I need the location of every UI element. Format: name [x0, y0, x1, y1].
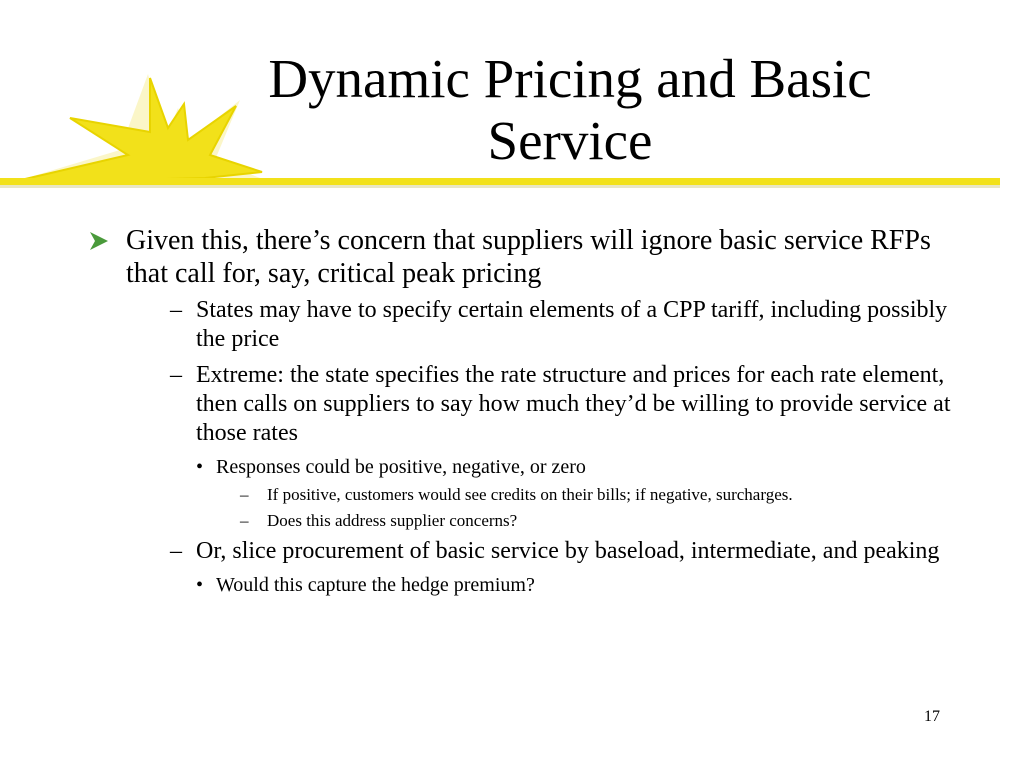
bullet-level1 [88, 224, 968, 290]
bullet-level3 [196, 573, 968, 597]
dot-marker: • [196, 456, 204, 478]
bullet-text: Responses could be positive, negative, or zero [216, 456, 586, 478]
page-number: 17 [924, 708, 940, 725]
title-underline-shadow [0, 185, 1000, 188]
bullet-text: Given this, there’s concern that suppliers will ignore basic service RFPs that call for, say, critical peak pricing [126, 225, 931, 289]
bullet-level4 [240, 511, 968, 531]
dot-marker: • [196, 574, 204, 596]
slide-title: Dynamic Pricing and Basic Service [268, 48, 872, 171]
dash-marker: – [170, 362, 182, 388]
slide-content [88, 224, 968, 603]
bullet-text: Extreme: the state specifies the rate structure and prices for each rate element, then calls on suppliers to say how much they’d be willing to provide service at those rates [196, 362, 951, 446]
bullet-level3 [196, 455, 968, 479]
bullet-level2 [170, 537, 968, 566]
arrow-bullet-icon [88, 230, 110, 252]
dash-marker: – [240, 511, 249, 530]
bullet-text: Does this address supplier concerns? [267, 511, 518, 530]
bullet-text: Would this capture the hedge premium? [216, 574, 535, 596]
bullet-text: Or, slice procurement of basic service by baseload, intermediate, and peaking [196, 538, 940, 564]
bullet-text: States may have to specify certain elements of a CPP tariff, including possibly the price [196, 297, 948, 352]
bullet-text: If positive, customers would see credits on their bills; if negative, surcharges. [267, 485, 793, 504]
dash-marker: – [240, 485, 249, 504]
dash-marker: – [170, 297, 182, 323]
bullet-level2 [170, 361, 968, 448]
bullet-level4 [240, 485, 968, 505]
dash-marker: – [170, 538, 182, 564]
bullet-level2 [170, 296, 968, 354]
title-underline [0, 178, 1000, 185]
